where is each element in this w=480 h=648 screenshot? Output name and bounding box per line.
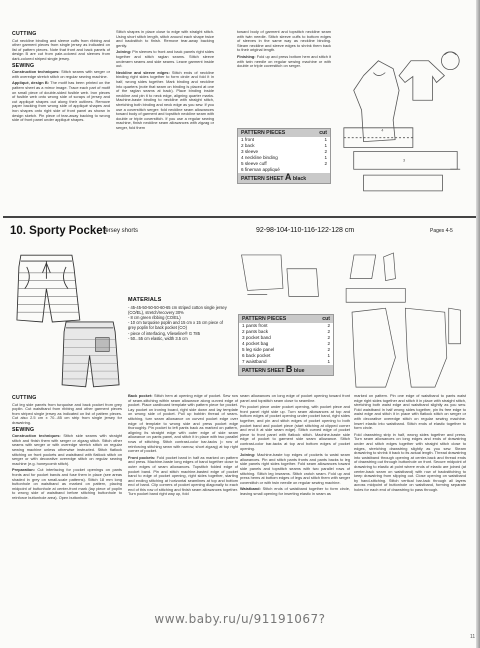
paragraph: Finishing: Fold up and press bottom hem and stitch it with twin needle on regular sewing machine or with double or triple coverstitch on serger. [237,53,331,69]
pattern-piece-label: 1 front [241,137,255,142]
pattern-piece-label: 4 pocket bag [242,341,269,346]
section-divider [3,216,477,218]
pattern-piece-label: 7 waistband [242,359,267,364]
size-range: 92-98-104-110-116-122-128 cm [256,227,355,234]
pattern-piece-cut: 2 [327,335,330,340]
materials-heading: MATERIALS [128,297,162,303]
page-number: 11 [470,634,476,640]
pattern-sketch-bottom [236,248,474,398]
pattern-piece-cut: 2 [327,329,330,334]
heading-sewing: SEWING [12,426,35,433]
paragraph: Cut neckline binding and sleeve cuffs from ribbing and other garment pieces from single jersey as indicated on list of pattern pieces. Note that front and back panels of design B are cut from pale-colored and sleeves from dark-colored striped single jersey. [12,37,110,61]
pattern-pieces-table-a: PATTERN PIECES cut 1 front 1 2 back 1 3 sleeve 2 4 neckline binding 1 5 sleeve cuff 2 6 fineman appliqué PATTERN SHEET A black [237,128,331,184]
project-title-bar [0,222,480,242]
top-column-3 [237,30,331,130]
svg-text:3: 3 [403,157,406,163]
pattern-piece-label: 1 pants front [242,323,268,328]
pattern-piece-cut: 2 [327,323,330,328]
shorts-sketch [12,248,124,394]
material-item: - 8 cm green ribbing (CO/EL) [128,315,181,321]
pattern-sketch-top [333,20,473,210]
paragraph: Joining: Machine-baste top edges of pockets to waist seam allowances. Pin and stitch pants fronts and pants backs to leg side panels right sides together. Fold seam allowances toward side panels and topstitch seams with two parallel rows of stitching. Stitch leg inseams. Stitch crotch seam. Fold up and press hems at bottom edges of legs and stitch them with serger coverstitch or with twin needle on regular sewing machine. [240,452,350,485]
heading-cutting: CUTTING [12,31,37,37]
pattern-piece-cut: 2 [327,347,330,352]
bottom-column-2 [128,394,238,612]
paragraph: Pin pocket piece under pocket opening, with pocket piece and front panel right side up. Turn seam allowances at top and bottom edges of pocket opening under pocket band, right sides together, and pin and stitch edges of pocket opening to both pocket band and pocket piece (start stitching at clipped corner and end it at side seam edge). Stitch curved edge of pocket piece to front panel with flatlock stitch. Machine-baste side edge of pocket to garment side seam allowance. Stitch contrast-color bar-tacks at top and bottom edges of pocket opening. [240,404,350,451]
paragraph: toward body of garment and topstitch neckline seam with twin needle. Stitch sleeve cuffs to bottom edges of sleeves in the same way as neckline binding. Steam neckline and sleeve edges to shrink them back to their original length. [237,30,331,53]
paragraph: Stitch shapes in place close to edge with straight stitch. Using short stitch length, stitch around each shape twice and backstitch to finish. Remove tear-away backing gently. [116,30,214,48]
material-item: - piece of interfacing, Vlieseline® G 785 [128,330,200,336]
material-item: - 10 cm turquoise poplin and 15 cm x 15 cm piece of grey poplin for back pocket (CO) [128,320,223,331]
pattern-piece-cut: 1 [327,359,330,364]
pattern-piece-label: 4 neckline binding [241,155,278,160]
project-subtitle: jersey shorts [104,228,139,234]
paragraph: Front pockets: Fold pocket band in half as marked on pattern and press. Machine-baste long edges of band together close to outer edges of seam allowances. Topstitch folded edge of pocket band. Pin and stitch machine-basted edge of pocket band to edge of pocket opening, right sides together, starting and ending stitching at horizontal seamlines at top and bottom end of band. Clip corners of pocket opening diagonally to each end of this row of stitching and finish seam allowances together. Turn pocket band right way up, fold [128,454,238,497]
pattern-piece-cut: 1 [327,353,330,358]
heading-cutting: CUTTING [12,395,37,401]
pattern-piece-cut: 1 [324,143,327,148]
pattern-piece-label: 3 pocket band [242,335,271,340]
pattern-pieces-table-b: PATTERN PIECES cut 1 pants front 2 2 pants back 2 3 pocket band 2 4 pocket bag 2 5 leg side panel 2 6 back pocket 1 7 waistband 1 PATTERN SHEET B blue [238,314,334,376]
pattern-piece-cut: 2 [324,161,327,166]
bottom-column-4 [354,394,466,612]
pattern-piece-label: 6 back pocket [242,353,271,358]
bottom-column-1 [12,394,122,612]
heading-sewing: SEWING [12,62,35,69]
pattern-piece-label: 6 fineman appliqué [241,167,280,172]
material-item: - 50...55 cm elastic, width 3.5 cm [128,335,188,341]
pattern-pages: Pages 4-5 [430,228,453,234]
paragraph: Neckline and sleeve edges: Stitch ends of neckline binding right sides together to form circle and fold it in half, wrong sides together. Mark binding and neckline into quarters (note that seam on binding is placed at one of the raglan seams at back). Place binding inside neckline and pin it to neck edge, aligning quarter marks. Machine-baste binding to neckline with straight stitch, stretching both binding and neck edge as you sew. If you use a coverstitch serger: fold neckline seam allowances toward body of garment and topstitch neckline seam with double or triple coverstitch. If you use a regular sewing machine, finish neckline seam allowances with zigzag or serger, fold them [116,69,214,130]
paragraph: Preparation: Cut interfacing for pocket openings on pants fronts and for pocket bands and fuse them in place (see areas shaded in grey on small-scale patterns). Stitch 18 mm long buttonhole on waistband as marked on pattern, placing midpoint of buttonhole at center-front mark (lay piece of poplin to wrong side of waistband before stitching buttonhole to reinforce buttonhole area). Open buttonhole. [12,467,122,500]
pattern-piece-cut: 1 [324,155,327,160]
watermark-url: www.baby.ru/u/91191067? [154,612,326,626]
project-title: 10. Sporty Pocket [10,225,107,237]
paragraph: marked on pattern. Pin one edge of waistband to pants waist edge right sides together and stitch it in place with straight stitch, stretching both waist edge and waistband slightly as you sew. Fold waistband in half wrong sides together, pin its free edge to waist edge and stitch it in place with flatlock stitch on serger or with decorative overedge stitch on regular sewing machine. Insert elastic into waistband. Stitch ends of elastic together to form circle. [354,394,466,431]
pattern-piece-cut: 2 [324,149,327,154]
pattern-piece-label: 2 back [241,143,255,148]
paragraph: Fold drawstring strip in half, wrong sides together and press. Turn seam allowances on long edges and ends of drawstring under and stitch edges together with straight stitch close to edges, stretching drawstring slightly as you sew. Steam drawstring to shrink it back to its actual length. Thread drawstring into waistband through opening at center-back and thread ends of drawstring out through buttonhole on front. Secure midpoint of drawstring to elastic at point where ends of elastic are joined (at center-back seam on waistband) with row of backstitching to keep drawstring from slipping out. Close opening on waistband by hand-stitching. Stitch vertical bar-tack through all layers across midpoint of buttonhole on waistband, forming separate holes for each end of drawstring to pass through. [354,431,466,492]
pattern-sheet-label: PATTERN SHEET A black [238,173,330,183]
pattern-piece-label: 5 leg side panel [242,347,275,352]
top-section [0,0,480,215]
top-column-2 [116,30,214,215]
materials-list [128,296,230,341]
paragraph: Construction techniques: Stitch side seams with straight stitch and finish them with serger or zigzag stitch. Stitch other seams with serger or with overedge stretch stitch on regular sewing machine unless otherwise instructed. Stitch flatlock stitching on front pockets and waistband with flatlock stitch on serger or with decorative overedge stitch on regular sewing machine (e.g. honeycomb stitch). [12,433,122,466]
pattern-piece-cut: 1 [324,137,327,142]
bottom-column-3 [240,394,350,612]
pattern-piece-label: 5 sleeve cuff [241,161,267,166]
top-column-1 [12,30,110,215]
paragraph: Appliqué, design B: The motif has been printed on the pattern sheet as a mirror image. Trace each part of motif on small piece of double-sided fusible web. Iron pieces of fusible web onto wrong side of scraps of jersey and cut appliqué shapes out along their outlines. Remove paper backing from wrong side of appliqué shapes and iron shapes onto right side of front panel as shown in design sketch. Pin piece of tear-away backing to wrong side of front panel under appliqué shapes. [12,80,110,123]
paragraph: Back pocket: Stitch hem at opening edge of pocket. Sew row of seam-stitching within seam allowance along curved edge of pocket. Place cardboard template with pattern piece for pocket. Lay pocket on ironing board, right side down and lay template on wrong side of pocket. Pull up bobbin thread of seam-stitching, turn seam allowance on curved pocket edge over edge of template to wrong side and press pocket edge thoroughly. Pin pocket to left pants back as marked on pattern, aligning its straight edge with outer edge of side seam allowance on pants panel, and stitch it in place with two parallel rows of stitching. Stitch contrast-color bar-tacks (= row of reinforcing stitching sewn with narrow, short zigzag) at top right corner of pocket. [128,394,238,454]
pattern-sheet-label: PATTERN SHEET B blue [239,365,333,375]
pattern-piece-cut: 2 [327,341,330,346]
pattern-piece-label: 3 sleeve [241,149,259,154]
paragraph: seam allowances on long edge of pocket opening toward front panel and topstitch seam close to seamline. [240,394,350,403]
page-edge [476,0,480,648]
pattern-piece-label: 2 pants back [242,329,269,334]
paragraph: Construction techniques: Stitch seams with serger or with overedge stretch stitch on regular sewing machine. [12,69,110,79]
paragraph: Cut leg side panels from turquoise and back pocket from grey poplin. Cut waistband from ribbing and other garment pieces from striped single jersey as indicated on list of pattern pieces. Cut also 2.5 cm x 70...85 cm strip from single jersey for drawstring. [12,401,122,425]
paragraph: Waistband: Stitch ends of waistband together to form circle, leaving small opening for inserting elastic in seam as [240,486,350,496]
paragraph: Joining: Pin sleeves to front and back panels right sides together and stitch raglan seams. Stitch sleeve underarm seams and side seams. Leave garment inside out. [116,49,214,69]
material-item: - 45-45-50-50-50-60-65 cm striped cotton single jersey (CO/EL), stretch/recovery 30% [128,305,227,316]
svg-text:4: 4 [381,127,384,133]
